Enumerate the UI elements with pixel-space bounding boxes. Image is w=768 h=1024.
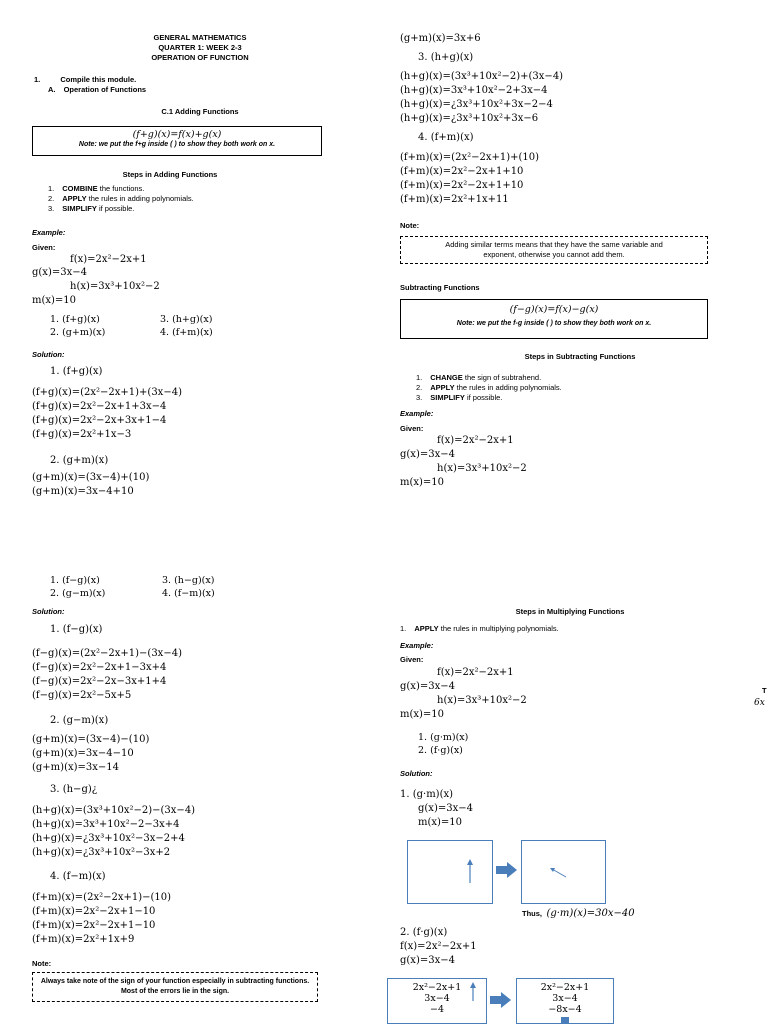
multiplying-problem-2: 2. (f·g)(x)	[418, 745, 463, 756]
multiplying-given-h: h(x)=3x³+10x²−2	[437, 695, 527, 706]
adding-note-label: Note:	[400, 221, 420, 230]
multiplying-example-label: Example:	[400, 641, 434, 650]
adding-note: Note: we put the f+g inside ( ) to show they both work on x.	[78, 141, 276, 148]
subtracting-example-label: Example:	[400, 409, 434, 418]
intro-num: 1.	[34, 75, 41, 84]
adding-problem-2: 2. (g+m)(x)	[50, 327, 106, 338]
right-arrow-icon	[496, 862, 518, 878]
sub-note-box	[32, 972, 318, 1002]
adding-sol1-line: (f+g)(x)=(2x²−2x+1)+(3x−4)	[32, 387, 182, 398]
sub-sol2-line: (g+m)(x)=(3x−4)−(10)	[32, 734, 150, 745]
adding-sol3-line: (h+g)(x)=¿3x³+10x²+3x−2−4	[400, 99, 553, 110]
multiplying-given-g: g(x)=3x−4	[400, 681, 455, 692]
sub-sol4-head: 4. (f−m)(x)	[50, 871, 106, 882]
subtracting-steps-title: Steps in Subtracting Functions	[524, 352, 636, 361]
edge-text-1: T	[762, 686, 767, 695]
up-arrow-icon	[408, 841, 492, 903]
multiplying-problem-1: 1. (g·m)(x)	[418, 732, 469, 743]
adding-sol3-steps	[400, 70, 563, 126]
multiplying-sol1-line: g(x)=3x−4	[418, 803, 473, 814]
subtracting-given-m: m(x)=10	[400, 477, 445, 488]
adding-sol4-head: 4. (f+m)(x)	[418, 132, 474, 143]
multiplying-step-rest: the rules in multiplying polynomials.	[438, 624, 559, 633]
page-header	[120, 33, 280, 63]
adding-problem-3: 3. (h+g)(x)	[160, 314, 213, 325]
multiplying-sol1-lines	[418, 802, 473, 830]
adding-formula-box	[32, 126, 322, 156]
multiply-box-1	[407, 840, 493, 904]
multiplying-step-1	[400, 624, 559, 634]
sub-sol3-line: (h+g)(x)=3x³+10x²−2−3x+4	[32, 819, 180, 830]
adding-formula: (f+g)(x)=f(x)+g(x)	[132, 129, 222, 140]
adding-sol2-steps	[32, 471, 149, 499]
adding-sol1-line: (f+g)(x)=2x²−2x+3x+1−4	[32, 415, 167, 426]
sub-note-text1: Always take note of the sign of your function especially in subtracting functions.	[40, 978, 310, 985]
multiplying-given-label: Given:	[400, 655, 424, 664]
marker-square-icon	[561, 1017, 569, 1023]
box4-line: 2x²−2x+1	[540, 982, 590, 993]
adding-given-m: m(x)=10	[32, 295, 77, 306]
subtracting-formula: (f−g)(x)=f(x)−g(x)	[509, 304, 599, 315]
multiplying-steps-title: Steps in Multiplying Functions	[515, 607, 625, 616]
sub-problem-3: 3. (h−g)(x)	[162, 575, 215, 586]
intro-sub-letter: A.	[48, 85, 56, 94]
sub-sol1-line: (f−g)(x)=2x²−2x+1−3x+4	[32, 662, 167, 673]
thus-label: Thus,	[522, 909, 542, 918]
sub-sol1-steps	[32, 647, 182, 703]
adding-sol1-steps	[32, 386, 182, 442]
sub-note-label: Note:	[32, 959, 52, 968]
sub-sol1-line: (f−g)(x)=(2x²−2x+1)−(3x−4)	[32, 648, 182, 659]
sub-note-text2: Most of the errors lie in the sign.	[120, 988, 230, 995]
adding-sol3-head: 3. (h+g)(x)	[418, 52, 474, 63]
subtracting-step-3: 3. SIMPLIFY if possible.	[416, 393, 503, 402]
adding-given-label: Given:	[32, 243, 56, 252]
sub-sol2-line: (g+m)(x)=3x−14	[32, 762, 119, 773]
adding-given-g: g(x)=3x−4	[32, 267, 87, 278]
adding-note-text2: exponent, otherwise you cannot add them.	[483, 250, 625, 259]
adding-steps	[48, 184, 194, 214]
sub-problem-4: 4. (f−m)(x)	[162, 588, 215, 599]
box3-line: −4	[429, 1004, 444, 1015]
adding-sol3-line: (h+g)(x)=3x³+10x²−2+3x−4	[400, 85, 548, 96]
intro-sub-text: Operation of Functions	[63, 85, 147, 94]
multiplying-sol2-line: f(x)=2x²−2x+1	[400, 941, 477, 952]
adding-sol1-line: (f+g)(x)=2x²+1x−3	[32, 429, 132, 440]
adding-title: C.1 Adding Functions	[161, 107, 239, 116]
multiplying-step-bold: APPLY	[414, 624, 439, 633]
sub-sol1-line: (f−g)(x)=2x²−2x−3x+1+4	[32, 676, 167, 687]
sub-sol4-line: (f+m)(x)=2x²+1x+9	[32, 934, 135, 945]
intro-text: Compile this module.	[60, 75, 137, 84]
multiplying-sol2-line: g(x)=3x−4	[400, 955, 455, 966]
adding-sol2-head: 2. (g+m)(x)	[50, 455, 109, 466]
adding-problem-4: 4. (f+m)(x)	[160, 327, 213, 338]
adding-steps-title: Steps in Adding Functions	[122, 170, 218, 179]
subtracting-given-h: h(x)=3x³+10x²−2	[437, 463, 527, 474]
adding-given-f: f(x)=2x²−2x+1	[70, 254, 147, 265]
diagonal-arrow-icon	[522, 841, 605, 903]
sub-sol4-line: (f+m)(x)=2x²−2x+1−10	[32, 920, 156, 931]
adding-sol3-line: (h+g)(x)=(3x³+10x²−2)+(3x−4)	[400, 71, 564, 82]
adding-given-h: h(x)=3x³+10x²−2	[70, 281, 160, 292]
adding-sol1-head: 1. (f+g)(x)	[50, 366, 103, 377]
intro-item	[34, 75, 136, 85]
sub-sol1-line: (f−g)(x)=2x²−5x+5	[32, 690, 132, 701]
intro-sub	[48, 85, 146, 95]
subtracting-step-2: 2. APPLY the rules in adding polynomials.	[416, 383, 562, 392]
sub-sol3-head: 3. (h−g)¿	[50, 784, 98, 795]
box4-line: −8x−4	[548, 1004, 582, 1015]
multiplying-sol1-head: 1. (g·m)(x)	[400, 789, 454, 800]
adding-sol4-line: (f+m)(x)=(2x²−2x+1)+(10)	[400, 152, 540, 163]
header-line3: OPERATION OF FUNCTION	[151, 53, 249, 62]
adding-sol4-line: (f+m)(x)=2x²−2x+1+10	[400, 166, 524, 177]
multiplying-sol2-head: 2. (f·g)(x)	[400, 927, 448, 938]
sub-sol2-line: (g+m)(x)=3x−4−10	[32, 748, 134, 759]
sub-sol4-line: (f+m)(x)=2x²−2x+1−10	[32, 906, 156, 917]
subtracting-formula-box	[400, 299, 708, 339]
sub-sol2-steps	[32, 733, 149, 775]
right-gm-result: (g+m)(x)=3x+6	[400, 33, 481, 44]
edge-text-2: 6x	[754, 698, 765, 708]
sub-sol4-line: (f+m)(x)=(2x²−2x+1)−(10)	[32, 892, 172, 903]
subtracting-given-label: Given:	[400, 424, 424, 433]
adding-sol4-line: (f+m)(x)=2x²−2x+1+10	[400, 180, 524, 191]
thus-expression: (g·m)(x)=30x−40	[546, 908, 635, 919]
sub-problem-2: 2. (g−m)(x)	[50, 588, 106, 599]
adding-step-3: 3. SIMPLIFY if possible.	[48, 204, 135, 213]
sub-solution-label: Solution:	[32, 607, 65, 616]
adding-sol4-steps	[400, 151, 539, 207]
multiplying-solution-label: Solution:	[400, 769, 433, 778]
subtracting-given-f: f(x)=2x²−2x+1	[437, 435, 514, 446]
box4-line: 3x−4	[552, 993, 578, 1004]
header-line2: QUARTER 1: WEEK 2-3	[158, 43, 242, 52]
box3-line: 3x−4	[424, 993, 450, 1004]
adding-step-1: 1. COMBINE the functions.	[48, 184, 145, 193]
header-line1: GENERAL MATHEMATICS	[153, 33, 247, 42]
subtracting-note: Note: we put the f-g inside ( ) to show they both work on x.	[456, 320, 652, 327]
sub-problem-1: 1. (f−g)(x)	[50, 575, 100, 586]
box3-line: 2x²−2x+1	[412, 982, 462, 993]
adding-example-label: Example:	[32, 228, 66, 237]
up-arrow-icon	[468, 981, 478, 1003]
adding-problem-1: 1. (f+g)(x)	[50, 314, 100, 325]
adding-step-2: 2. APPLY the rules in adding polynomials.	[48, 194, 194, 203]
subtracting-given-g: g(x)=3x−4	[400, 449, 455, 460]
multiplying-step-num: 1.	[400, 624, 407, 633]
adding-sol3-line: (h+g)(x)=¿3x³+10x²+3x−6	[400, 113, 539, 124]
adding-solution-label: Solution:	[32, 350, 65, 359]
adding-sol2-line: (g+m)(x)=3x−4+10	[32, 486, 134, 497]
subtracting-step-1: 1. CHANGE the sign of subtrahend.	[416, 373, 542, 382]
sub-sol3-steps	[32, 804, 195, 860]
sub-sol1-head: 1. (f−g)(x)	[50, 624, 103, 635]
multiplying-sol2-lines	[400, 940, 477, 968]
adding-note-box	[400, 236, 708, 264]
adding-sol1-line: (f+g)(x)=2x²−2x+1+3x−4	[32, 401, 167, 412]
multiplying-thus	[522, 903, 635, 921]
subtracting-title: Subtracting Functions	[400, 283, 480, 292]
right-arrow-icon	[490, 992, 512, 1008]
subtracting-steps	[416, 373, 562, 403]
sub-sol3-line: (h+g)(x)=¿3x³+10x²−3x+2	[32, 847, 171, 858]
adding-sol4-line: (f+m)(x)=2x²+1x+11	[400, 194, 509, 205]
sub-sol3-line: (h+g)(x)=(3x³+10x²−2)−(3x−4)	[32, 805, 196, 816]
multiplying-sol1-line: m(x)=10	[418, 817, 463, 828]
sub-sol4-steps	[32, 891, 171, 947]
adding-sol2-line: (g+m)(x)=(3x−4)+(10)	[32, 472, 150, 483]
multiply-box-4	[516, 978, 614, 1024]
multiplying-given-m: m(x)=10	[400, 709, 445, 720]
multiplying-given-f: f(x)=2x²−2x+1	[437, 667, 514, 678]
sub-sol2-head: 2. (g−m)(x)	[50, 715, 109, 726]
multiply-box-2	[521, 840, 606, 904]
multiply-box-3	[387, 978, 487, 1024]
adding-note-text1: Adding similar terms means that they have the same variable and	[445, 240, 663, 249]
sub-sol3-line: (h+g)(x)=¿3x³+10x²−3x−2+4	[32, 833, 185, 844]
